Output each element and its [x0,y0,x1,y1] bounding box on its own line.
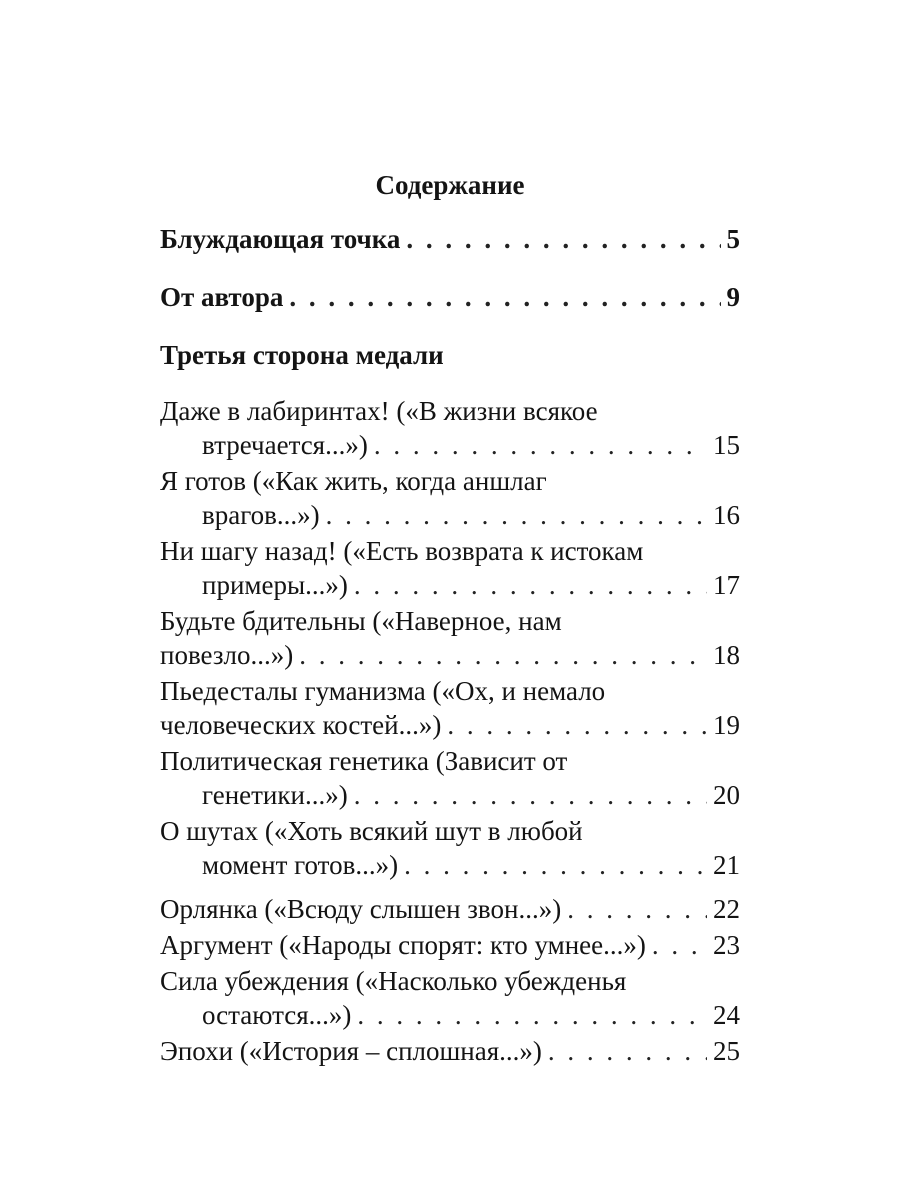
entry-title-continued: врагов...») [202,500,320,530]
toc-entry [160,280,740,314]
dot-leader [326,498,707,532]
dot-leader [548,1034,707,1068]
toc-entry [160,464,740,532]
toc-entry [160,222,740,256]
entry-title: Аргумент («Народы спорят: кто умнее...») [160,930,646,960]
entry-title: Даже в лабиринтах! («В жизни всякое [160,396,598,426]
toc-entry [160,928,740,962]
entry-title: Эпохи («История – сплошная...») [160,1036,542,1066]
toc-entry [160,892,740,926]
page-number: 22 [713,894,740,924]
page-number: 25 [713,1036,740,1066]
dot-leader [652,928,707,962]
entry-title: Сила убеждения («Насколько убежденья [160,966,627,996]
toc-entry [160,604,740,672]
entry-title: Ни шагу назад! («Есть возврата к истокам [160,536,644,566]
entry-title-continued: остаются...») [202,1000,352,1030]
page-number: 20 [713,780,740,810]
toc-title: Содержание [375,170,525,200]
entry-title: Политическая генетика (Зависит от [160,746,568,776]
dot-leader [374,428,707,462]
toc-entry [160,1034,740,1068]
dot-leader [357,998,707,1032]
dot-leader [404,848,707,882]
dot-leader [354,778,707,812]
page-number: 9 [726,282,740,312]
entry-title: О шутах («Хоть всякий шут в любой [160,816,583,846]
page-number: 17 [713,570,740,600]
page-number: 15 [713,430,740,460]
entry-title-continued: человеческих костей...») [160,710,442,740]
entry-title-continued: примеры...») [202,570,348,600]
entry-title-continued: повезло...») [160,640,294,670]
entry-title: От автора [160,282,284,312]
toc-entry [160,814,740,882]
entry-title-continued: втречается...») [202,430,368,460]
entry-title-continued: генетики...») [202,780,348,810]
page-number: 16 [713,500,740,530]
dot-leader [354,568,707,602]
section-heading: Третья сторона медали [160,340,444,370]
dot-leader [406,222,720,256]
page-number: 19 [713,710,740,740]
dot-leader [447,708,707,742]
toc-entry [160,394,740,462]
entry-title: Блуждающая точка [160,224,401,254]
dot-leader [299,638,707,672]
entry-title: Орлянка («Всюду слышен звон...») [160,894,562,924]
page-number: 21 [713,850,740,880]
entry-title: Я готов («Как жить, когда аншлаг [160,466,547,496]
dot-leader [567,892,707,926]
toc-entry [160,674,740,742]
toc-entry [160,534,740,602]
page-number: 23 [713,930,740,960]
dot-leader [289,280,720,314]
entry-title: Будьте бдительны («Наверное, нам [160,606,562,636]
entry-title-continued: момент готов...») [202,850,399,880]
page-number: 24 [713,1000,740,1030]
toc-entry [160,964,740,1032]
entry-title: Пьедесталы гуманизма («Ох, и немало [160,676,606,706]
page-number: 5 [726,224,740,254]
toc-entry [160,744,740,812]
page-number: 18 [713,640,740,670]
